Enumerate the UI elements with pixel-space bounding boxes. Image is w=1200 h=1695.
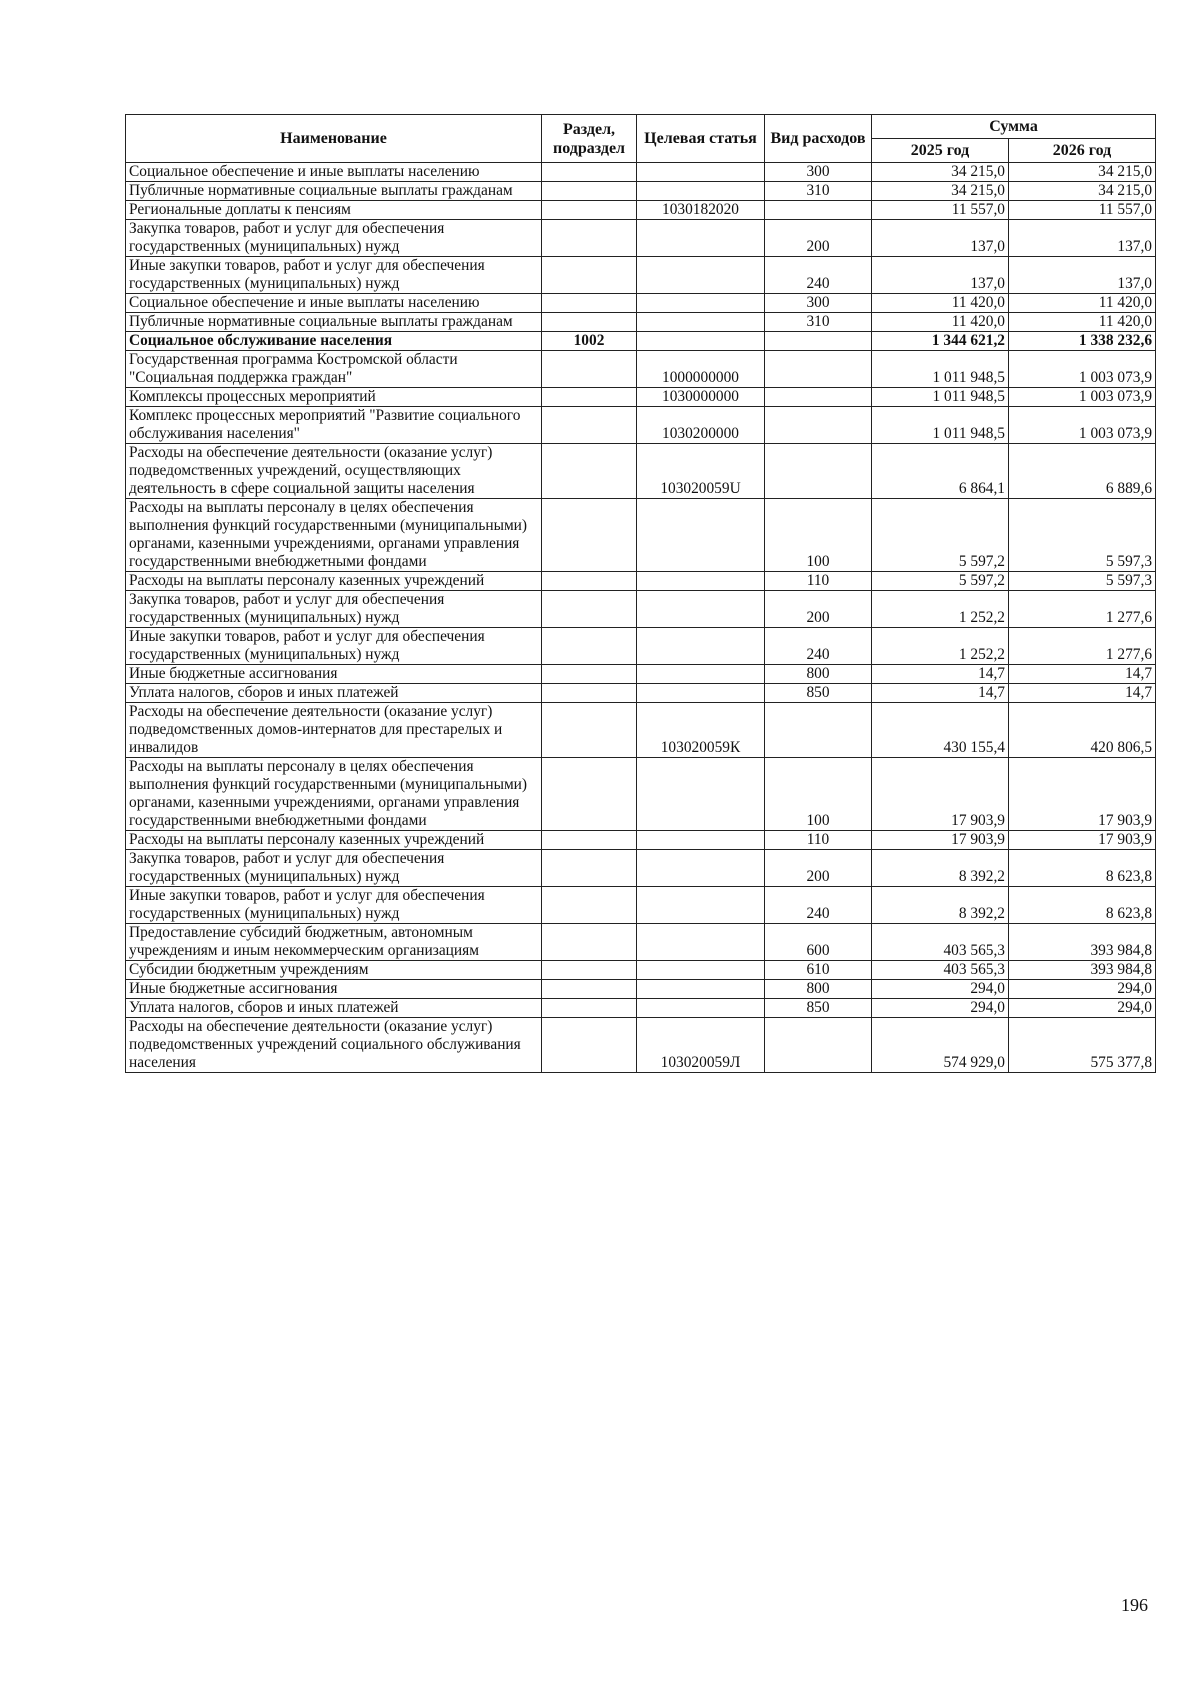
row-article-cell [637,220,765,257]
row-section-cell [542,831,637,850]
row-article-cell [637,313,765,332]
table-row [126,758,1156,831]
row-sum-2025-cell: 34 215,0 [872,163,1009,182]
row-type-cell: 200 [765,591,872,628]
row-article-cell [637,924,765,961]
table-row [126,961,1156,980]
row-article-cell [637,572,765,591]
row-article-cell [637,961,765,980]
row-sum-2026-cell: 1 338 232,6 [1009,332,1156,351]
row-sum-2026-cell: 11 420,0 [1009,294,1156,313]
row-sum-2026-cell: 8 623,8 [1009,850,1156,887]
row-section-cell [542,665,637,684]
row-sum-2026-cell: 11 557,0 [1009,201,1156,220]
row-type-cell: 610 [765,961,872,980]
row-name-cell: Уплата налогов, сборов и иных платежей [126,684,542,703]
row-type-cell [765,1018,872,1073]
row-sum-2026-cell: 6 889,6 [1009,444,1156,499]
row-section-cell [542,294,637,313]
table-row [126,999,1156,1018]
row-article-cell [637,294,765,313]
row-article-cell: 103020059Л [637,1018,765,1073]
table-row [126,182,1156,201]
row-section-cell [542,201,637,220]
row-type-cell [765,201,872,220]
row-sum-2025-cell: 1 011 948,5 [872,351,1009,388]
row-sum-2025-cell: 14,7 [872,684,1009,703]
table-row [126,220,1156,257]
row-article-cell [637,758,765,831]
row-article-cell: 103020059U [637,444,765,499]
row-section-cell [542,999,637,1018]
header-year-2025: 2025 год [872,139,1009,163]
row-sum-2026-cell: 575 377,8 [1009,1018,1156,1073]
row-sum-2026-cell: 5 597,3 [1009,499,1156,572]
row-article-cell [637,887,765,924]
row-article-cell: 1000000000 [637,351,765,388]
header-target-article: Целевая статья [637,115,765,163]
row-sum-2025-cell: 34 215,0 [872,182,1009,201]
row-type-cell: 100 [765,758,872,831]
table-row [126,684,1156,703]
row-section-cell [542,572,637,591]
row-type-cell: 800 [765,665,872,684]
row-section-cell [542,499,637,572]
row-sum-2025-cell: 1 344 621,2 [872,332,1009,351]
table-row [126,294,1156,313]
row-sum-2026-cell: 420 806,5 [1009,703,1156,758]
header-sum: Сумма [872,115,1156,139]
row-sum-2026-cell: 294,0 [1009,999,1156,1018]
row-name-cell: Социальное обеспечение и иные выплаты населению [126,163,542,182]
row-article-cell [637,999,765,1018]
row-type-cell: 110 [765,572,872,591]
row-sum-2026-cell: 137,0 [1009,257,1156,294]
header-year-2026: 2026 год [1009,139,1156,163]
row-type-cell [765,388,872,407]
row-section-cell [542,313,637,332]
table-row [126,313,1156,332]
row-article-cell [637,257,765,294]
row-article-cell [637,850,765,887]
header-expense-type: Вид расходов [765,115,872,163]
table-row [126,444,1156,499]
row-sum-2025-cell: 294,0 [872,999,1009,1018]
row-article-cell [637,332,765,351]
row-sum-2026-cell: 34 215,0 [1009,182,1156,201]
row-name-cell: Иные закупки товаров, работ и услуг для обеспечения государственных (муниципальных) нужд [126,887,542,924]
row-article-cell [637,980,765,999]
row-name-cell: Предоставление субсидий бюджетным, автономным учреждениям и иным некоммерческим организациям [126,924,542,961]
row-sum-2026-cell: 5 597,3 [1009,572,1156,591]
row-type-cell [765,444,872,499]
row-name-cell: Социальное обеспечение и иные выплаты населению [126,294,542,313]
table-row [126,499,1156,572]
row-name-cell: Расходы на обеспечение деятельности (оказание услуг) подведомственных домов-интернатов для престарелых и инвалидов [126,703,542,758]
row-section-cell [542,407,637,444]
row-name-cell: Расходы на выплаты персоналу в целях обеспечения выполнения функций государственными (муниципальными) органами, казенными учреждениями, органами управления государственными внебюджетными фондами [126,499,542,572]
row-name-cell: Уплата налогов, сборов и иных платежей [126,999,542,1018]
table-row [126,924,1156,961]
page-number: 196 [1121,1595,1148,1615]
row-sum-2025-cell: 1 252,2 [872,628,1009,665]
row-name-cell: Комплекс процессных мероприятий "Развитие социального обслуживания населения" [126,407,542,444]
row-sum-2026-cell: 8 623,8 [1009,887,1156,924]
row-name-cell: Расходы на обеспечение деятельности (оказание услуг) подведомственных учреждений, осуществляющих деятельность в сфере социальной защиты населения [126,444,542,499]
row-sum-2025-cell: 11 420,0 [872,313,1009,332]
row-type-cell [765,332,872,351]
row-sum-2025-cell: 17 903,9 [872,831,1009,850]
row-sum-2026-cell: 1 003 073,9 [1009,351,1156,388]
row-name-cell: Иные бюджетные ассигнования [126,665,542,684]
row-type-cell [765,703,872,758]
table-row [126,257,1156,294]
row-sum-2025-cell: 6 864,1 [872,444,1009,499]
table-row [126,665,1156,684]
row-section-cell [542,980,637,999]
row-name-cell: Расходы на выплаты персоналу казенных учреждений [126,831,542,850]
row-name-cell: Закупка товаров, работ и услуг для обеспечения государственных (муниципальных) нужд [126,220,542,257]
row-sum-2025-cell: 137,0 [872,220,1009,257]
row-name-cell: Публичные нормативные социальные выплаты гражданам [126,313,542,332]
table-row [126,351,1156,388]
row-article-cell [637,684,765,703]
row-type-cell: 300 [765,163,872,182]
table-body [126,163,1156,1073]
row-name-cell: Закупка товаров, работ и услуг для обеспечения государственных (муниципальных) нужд [126,850,542,887]
row-section-cell [542,684,637,703]
row-type-cell: 110 [765,831,872,850]
row-sum-2025-cell: 17 903,9 [872,758,1009,831]
row-sum-2025-cell: 403 565,3 [872,961,1009,980]
row-sum-2026-cell: 14,7 [1009,665,1156,684]
row-article-cell: 1030200000 [637,407,765,444]
row-name-cell: Публичные нормативные социальные выплаты гражданам [126,182,542,201]
row-type-cell: 850 [765,999,872,1018]
row-article-cell: 1030182020 [637,201,765,220]
row-type-cell: 200 [765,220,872,257]
row-section-cell [542,388,637,407]
row-sum-2026-cell: 17 903,9 [1009,758,1156,831]
row-sum-2026-cell: 1 003 073,9 [1009,388,1156,407]
row-type-cell: 240 [765,887,872,924]
row-sum-2026-cell: 1 003 073,9 [1009,407,1156,444]
table-row [126,703,1156,758]
row-article-cell: 103020059К [637,703,765,758]
table-row [126,201,1156,220]
table-row [126,887,1156,924]
row-sum-2025-cell: 11 557,0 [872,201,1009,220]
row-section-cell: 1002 [542,332,637,351]
row-type-cell: 310 [765,182,872,201]
row-sum-2025-cell: 430 155,4 [872,703,1009,758]
table-header [126,115,1156,163]
row-type-cell: 200 [765,850,872,887]
row-type-cell: 240 [765,257,872,294]
row-type-cell: 800 [765,980,872,999]
row-type-cell: 240 [765,628,872,665]
row-section-cell [542,351,637,388]
row-type-cell: 300 [765,294,872,313]
row-sum-2025-cell: 14,7 [872,665,1009,684]
table-row [126,980,1156,999]
table-row [126,163,1156,182]
row-sum-2026-cell: 393 984,8 [1009,961,1156,980]
row-section-cell [542,850,637,887]
row-type-cell: 850 [765,684,872,703]
row-section-cell [542,1018,637,1073]
row-name-cell: Расходы на обеспечение деятельности (оказание услуг) подведомственных учреждений социального обслуживания населения [126,1018,542,1073]
row-name-cell: Иные закупки товаров, работ и услуг для обеспечения государственных (муниципальных) нужд [126,257,542,294]
row-sum-2026-cell: 1 277,6 [1009,591,1156,628]
table-row [126,591,1156,628]
table-row [126,388,1156,407]
row-section-cell [542,703,637,758]
row-section-cell [542,924,637,961]
table-row [126,407,1156,444]
table-row [126,332,1156,351]
row-sum-2026-cell: 294,0 [1009,980,1156,999]
row-sum-2025-cell: 1 011 948,5 [872,388,1009,407]
table-row [126,572,1156,591]
row-name-cell: Расходы на выплаты персоналу казенных учреждений [126,572,542,591]
row-section-cell [542,887,637,924]
row-name-cell: Иные бюджетные ассигнования [126,980,542,999]
row-sum-2025-cell: 5 597,2 [872,572,1009,591]
header-section: Раздел, подраздел [542,115,637,163]
row-name-cell: Региональные доплаты к пенсиям [126,201,542,220]
row-name-cell: Государственная программа Костромской области "Социальная поддержка граждан" [126,351,542,388]
table-row [126,850,1156,887]
row-section-cell [542,257,637,294]
row-sum-2025-cell: 574 929,0 [872,1018,1009,1073]
row-type-cell: 310 [765,313,872,332]
row-article-cell [637,499,765,572]
row-type-cell [765,407,872,444]
row-section-cell [542,758,637,831]
row-sum-2025-cell: 8 392,2 [872,850,1009,887]
row-sum-2025-cell: 1 011 948,5 [872,407,1009,444]
row-type-cell [765,351,872,388]
row-name-cell: Закупка товаров, работ и услуг для обеспечения государственных (муниципальных) нужд [126,591,542,628]
row-name-cell: Комплексы процессных мероприятий [126,388,542,407]
row-sum-2025-cell: 1 252,2 [872,591,1009,628]
row-article-cell [637,163,765,182]
table-row [126,831,1156,850]
table-row [126,628,1156,665]
row-sum-2025-cell: 137,0 [872,257,1009,294]
row-article-cell [637,182,765,201]
row-article-cell [637,591,765,628]
table-row [126,1018,1156,1073]
header-name: Наименование [126,115,542,163]
row-article-cell [637,628,765,665]
row-sum-2025-cell: 11 420,0 [872,294,1009,313]
row-sum-2026-cell: 11 420,0 [1009,313,1156,332]
row-name-cell: Расходы на выплаты персоналу в целях обеспечения выполнения функций государственными (муниципальными) органами, казенными учреждениями, органами управления государственными внебюджетными фондами [126,758,542,831]
row-name-cell: Социальное обслуживание населения [126,332,542,351]
row-name-cell: Иные закупки товаров, работ и услуг для обеспечения государственных (муниципальных) нужд [126,628,542,665]
row-article-cell: 1030000000 [637,388,765,407]
row-sum-2026-cell: 137,0 [1009,220,1156,257]
row-sum-2025-cell: 5 597,2 [872,499,1009,572]
row-sum-2026-cell: 14,7 [1009,684,1156,703]
row-section-cell [542,182,637,201]
row-name-cell: Субсидии бюджетным учреждениям [126,961,542,980]
row-section-cell [542,591,637,628]
row-sum-2025-cell: 294,0 [872,980,1009,999]
row-sum-2026-cell: 34 215,0 [1009,163,1156,182]
row-type-cell: 100 [765,499,872,572]
row-sum-2025-cell: 403 565,3 [872,924,1009,961]
budget-table [125,114,1156,1073]
row-sum-2026-cell: 1 277,6 [1009,628,1156,665]
row-sum-2026-cell: 393 984,8 [1009,924,1156,961]
row-section-cell [542,163,637,182]
row-article-cell [637,831,765,850]
row-section-cell [542,961,637,980]
row-sum-2025-cell: 8 392,2 [872,887,1009,924]
row-article-cell [637,665,765,684]
row-section-cell [542,220,637,257]
row-section-cell [542,444,637,499]
row-type-cell: 600 [765,924,872,961]
row-sum-2026-cell: 17 903,9 [1009,831,1156,850]
row-section-cell [542,628,637,665]
